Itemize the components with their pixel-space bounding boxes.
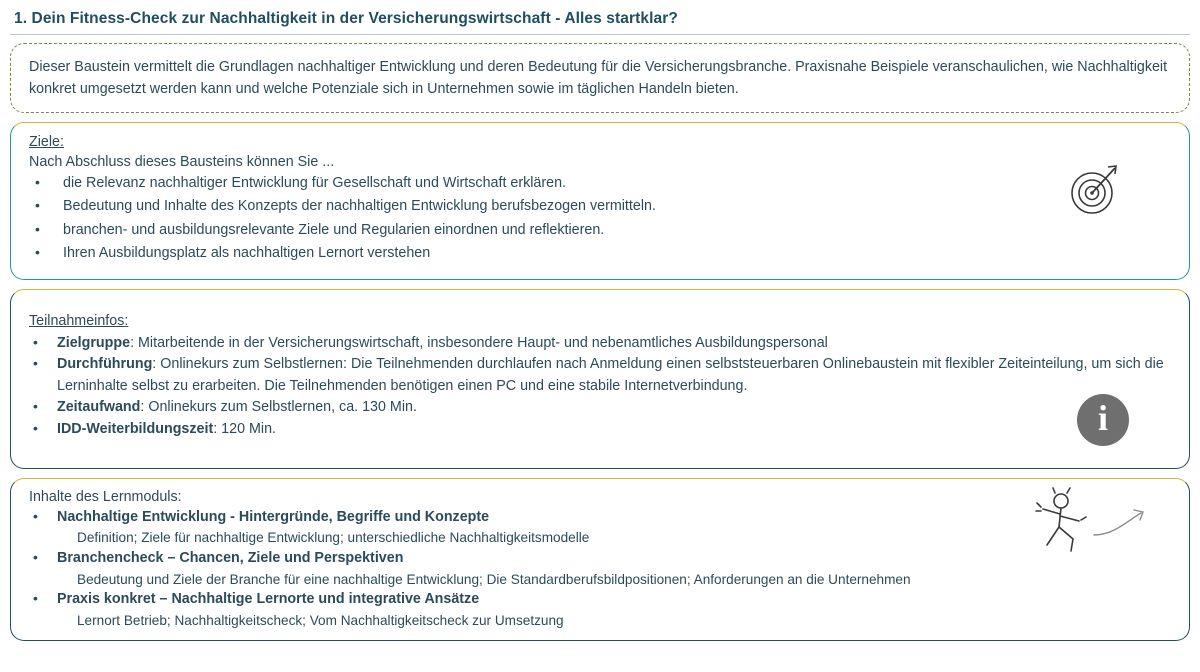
term: Zielgruppe (57, 334, 131, 351)
term: IDD-Weiterbildungszeit (57, 420, 214, 437)
list-item (29, 419, 1171, 440)
module-heading: Praxis konkret – Nachhaltige Lernorte und integrative Ansätze (57, 591, 480, 608)
intro-box (10, 43, 1190, 113)
list-item (29, 507, 1171, 548)
module-heading: Nachhaltige Entwicklung - Hintergründe, Begriffe und Konzepte (57, 508, 490, 525)
module-content-label: Inhalte des Lernmoduls: (29, 488, 182, 505)
title-divider (10, 34, 1190, 35)
term-text: : Onlinekurs zum Selbstlernen: Die Teilnehmenden durchlaufen nach Anmeldung einen selbststeuerbaren Onlinebaustein mit flexibler Zeiteinteilung, um sich die Lerninhalte selbst zu erarbeiten. Die Teilnehmenden benötigen einen PC und eine stabile Internetverbindung. (57, 356, 1164, 394)
participation-list (29, 333, 1171, 440)
module-content-box (10, 478, 1190, 641)
list-item: • Ihren Ausbildungsplatz als nachhaltigen Lernort verstehen (29, 242, 1171, 265)
list-item (29, 333, 1171, 354)
module-detail: Lernort Betrieb; Nachhaltigkeitscheck; Vom Nachhaltigkeitscheck zur Umsetzung (77, 612, 564, 628)
participation-label: Teilnahmeinfos: (29, 312, 129, 329)
info-glyph: i (1097, 397, 1108, 438)
intro-text: Dieser Baustein vermittelt die Grundlagen nachhaltiger Entwicklung und deren Bedeutung für die Versicherungsbranche. Praxisnahe Beispiele veranschaulichen, wie Nachhaltigkeit konkret umgesetzt werden kann und welche Potenziale sich in Unternehmen sowie im täglichen Handeln bieten. (29, 59, 1168, 98)
term-text: : 120 Min. (213, 420, 276, 437)
participation-box (10, 289, 1190, 469)
term: Durchführung (57, 356, 153, 373)
module-detail: Definition; Ziele für nachhaltige Entwicklung; unterschiedliche Nachhaltigkeitsmodelle (77, 530, 590, 546)
list-item (29, 548, 1171, 589)
module-detail: Bedeutung und Ziele der Branche für eine nachhaltige Entwicklung; Die Standardberufsbildpositionen; Anforderungen an die Unternehmen (77, 571, 911, 587)
page-title: 1. Dein Fitness-Check zur Nachhaltigkeit in der Versicherungswirtschaft - Alles startklar? (14, 10, 678, 27)
module-content-list (29, 507, 1171, 630)
list-item: • Bedeutung und Inhalte des Konzepts der nachhaltigen Entwicklung berufsbezogen vermitteln. (29, 195, 1171, 218)
goals-box (10, 122, 1190, 280)
goals-lead: Nach Abschluss dieses Bausteins können Sie ... (29, 154, 335, 171)
term-text: : Onlinekurs zum Selbstlernen, ca. 130 Min. (140, 399, 417, 416)
list-item (29, 397, 1171, 418)
list-item: • die Relevanz nachhaltiger Entwicklung für Gesellschaft und Wirtschaft erklären. (29, 172, 1171, 195)
list-item: • branchen- und ausbildungsrelevante Ziele und Regularien einordnen und reflektieren. (29, 219, 1171, 242)
goals-list (29, 172, 1171, 265)
term-text: : Mitarbeitende in der Versicherungswirtschaft, insbesondere Haupt- und nebenamtliches Ausbildungspersonal (130, 334, 828, 351)
goals-label: Ziele: (29, 134, 64, 151)
list-item (29, 354, 1171, 397)
module-heading: Branchencheck – Chancen, Ziele und Perspektiven (57, 550, 404, 567)
list-item (29, 589, 1171, 630)
term: Zeitaufwand (57, 399, 141, 416)
